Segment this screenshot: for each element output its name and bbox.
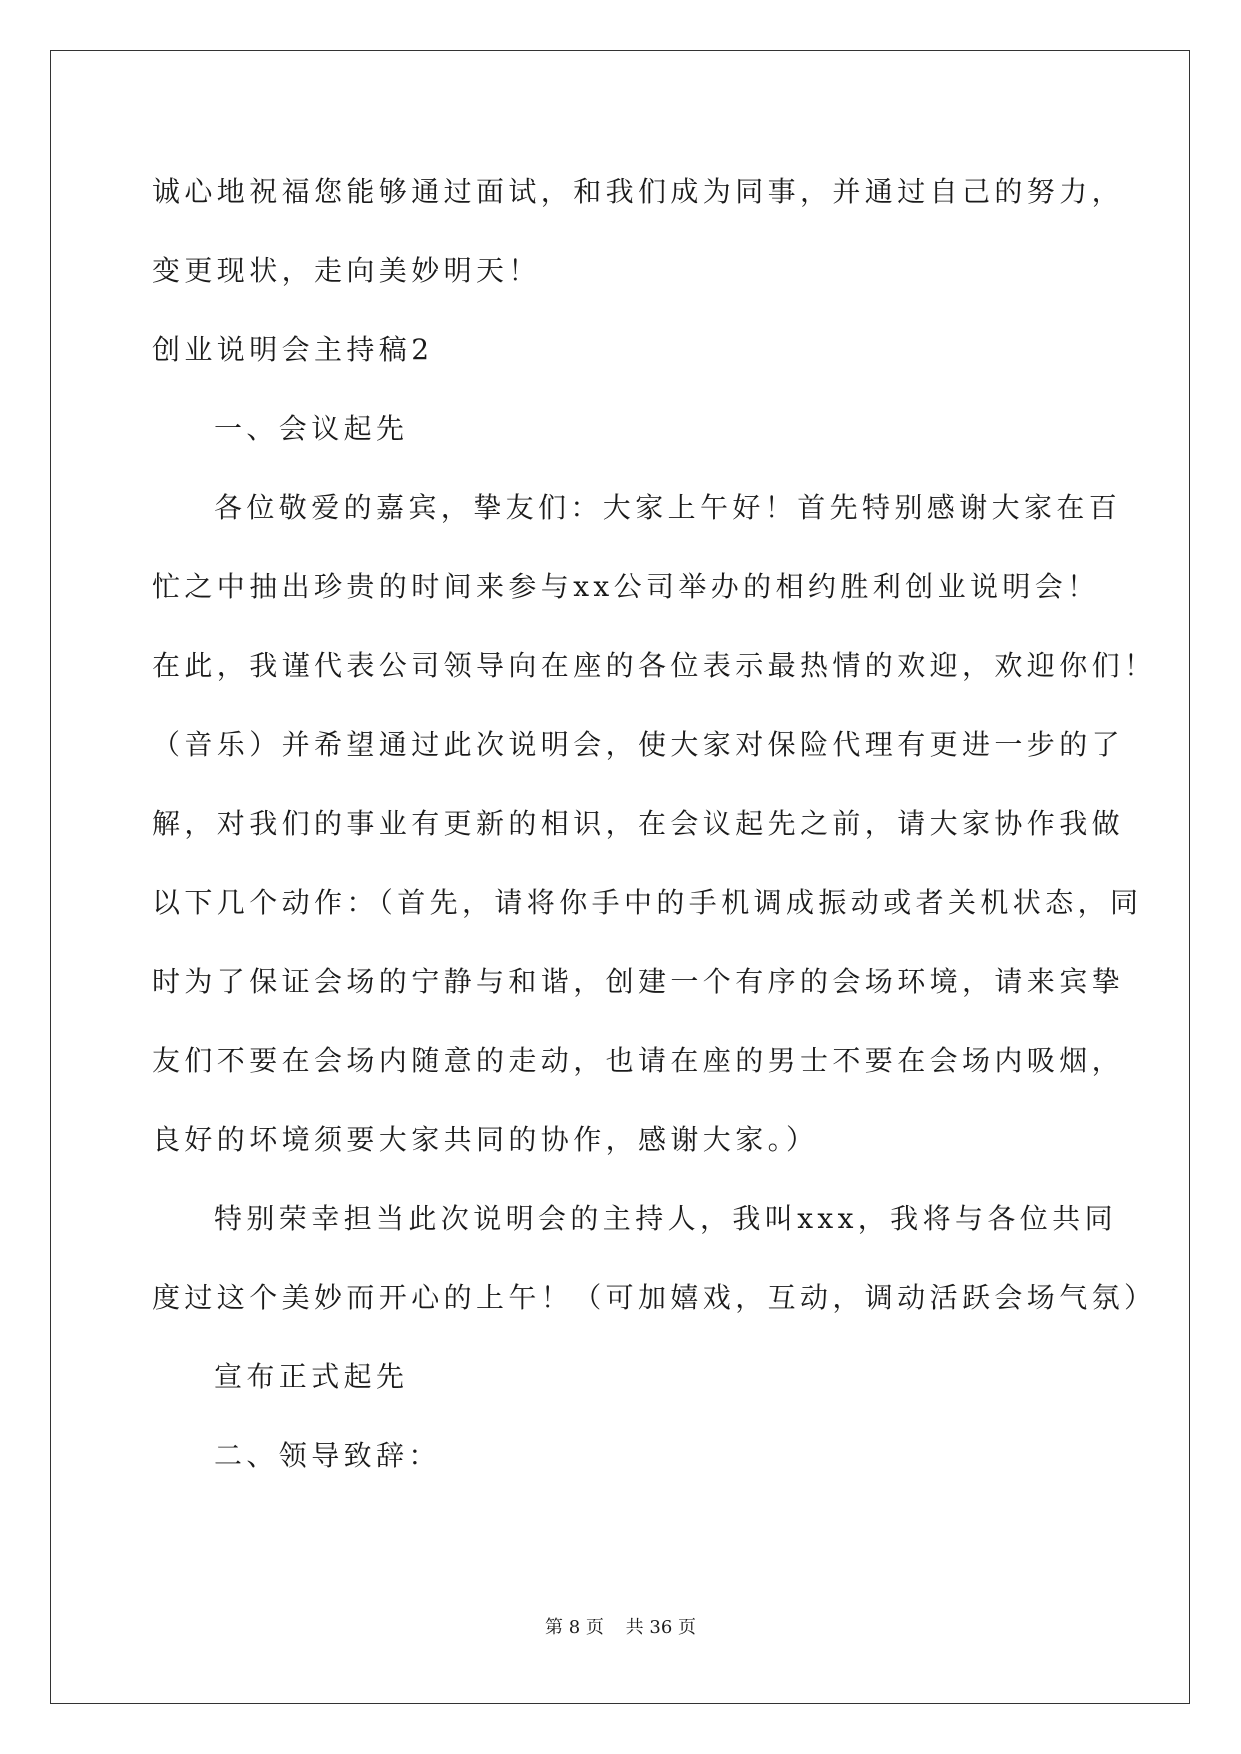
body-line: 忙之中抽出珍贵的时间来参与xx公司举办的相约胜利创业说明会！	[152, 570, 1100, 603]
body-line: 时为了保证会场的宁静与和谐，创建一个有序的会场环境，请来宾挚	[152, 965, 1125, 998]
body-line: 度过这个美妙而开心的上午！（可加嬉戏，互动，调动活跃会场气氛）	[152, 1281, 1157, 1314]
body-line: 变更现状，走向美妙明天！	[152, 254, 541, 287]
body-line: 良好的坏境须要大家共同的协作，感谢大家。）	[152, 1123, 819, 1156]
section-title: 创业说明会主持稿2	[152, 333, 434, 366]
section-heading: 宣布正式起先	[214, 1360, 409, 1393]
body-line: 诚心地祝福您能够通过面试，和我们成为同事，并通过自己的努力，	[152, 175, 1125, 208]
body-line: 特别荣幸担当此次说明会的主持人，我叫xxx，我将与各位共同	[214, 1202, 1117, 1235]
page-footer	[0, 1616, 1241, 1640]
total-pages: 共 36 页	[625, 1617, 696, 1638]
body-line: 在此，我谨代表公司领导向在座的各位表示最热情的欢迎，欢迎你们！	[152, 649, 1157, 682]
body-line: （音乐）并希望通过此次说明会，使大家对保险代理有更进一步的了	[152, 728, 1125, 761]
section-heading: 一、会议起先	[214, 412, 409, 445]
body-line: 以下几个动作：（首先，请将你手中的手机调成振动或者关机状态，同	[152, 886, 1143, 919]
section-heading: 二、领导致辞：	[214, 1439, 441, 1472]
body-line: 解，对我们的事业有更新的相识，在会议起先之前，请大家协作我做	[152, 807, 1125, 840]
body-line: 友们不要在会场内随意的走动，也请在座的男士不要在会场内吸烟，	[152, 1044, 1125, 1077]
body-line: 各位敬爱的嘉宾，挚友们：大家上午好！首先特别感谢大家在百	[214, 491, 1122, 524]
page-number: 第 8 页	[545, 1617, 604, 1638]
